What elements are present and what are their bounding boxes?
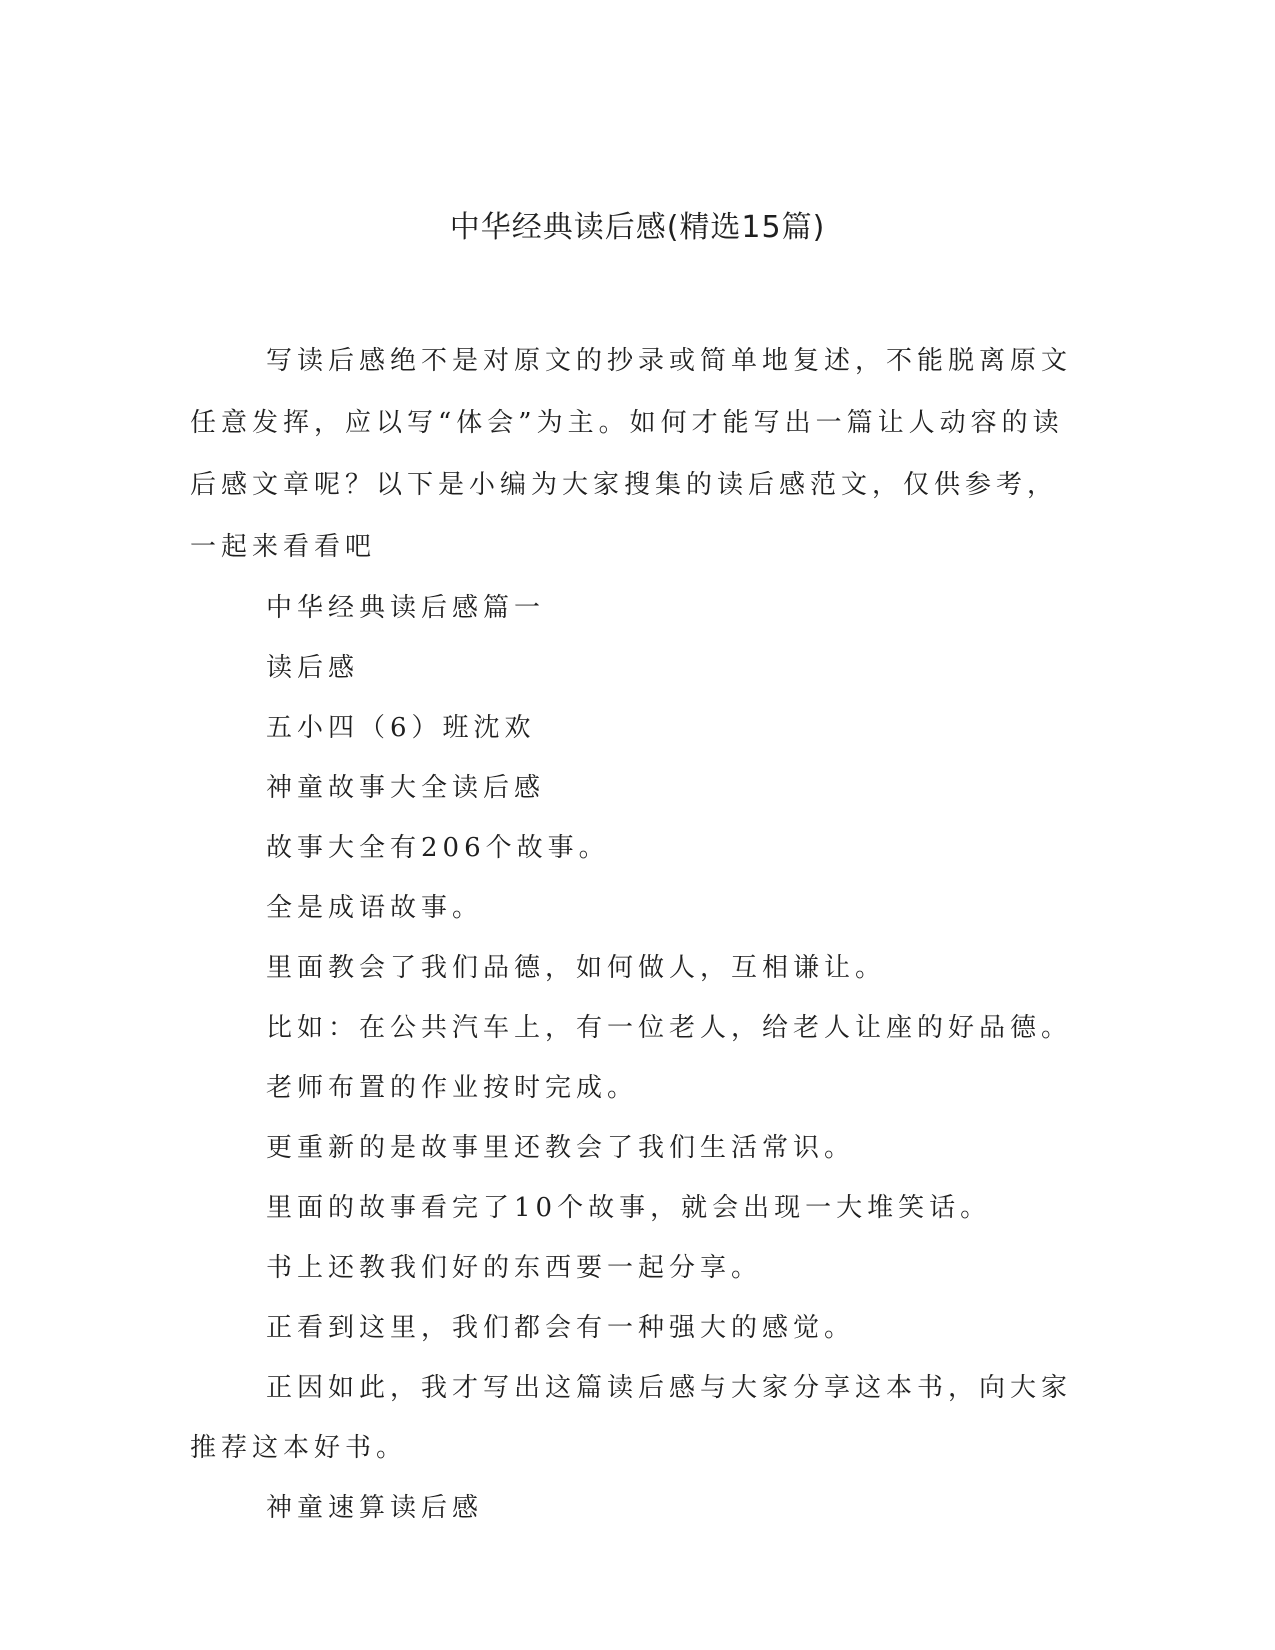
paragraph: 故事大全有206个故事。 <box>266 833 610 863</box>
intro-paragraph: 写读后感绝不是对原文的抄录或简单地复述，不能脱离原文任意发挥，应以写“体会”为主。如何才能写出一篇让人动容的读后感文章呢？以下是小编为大家搜集的读后感范文，仅供参考，一起来看看吧 <box>190 346 1073 562</box>
document-title: 中华经典读后感(精选15篇) <box>449 210 826 245</box>
paragraph: 更重新的是故事里还教会了我们生活常识。 <box>266 1133 856 1163</box>
author-line: 五小四（6）班沈欢 <box>266 713 536 743</box>
paragraph: 正因如此，我才写出这篇读后感与大家分享这本书，向大家推荐这本好书。 <box>190 1373 1073 1463</box>
paragraph: 比如：在公共汽车上，有一位老人，给老人让座的好品德。 <box>266 1013 1073 1043</box>
paragraph: 书上还教我们好的东西要一起分享。 <box>266 1253 763 1283</box>
section-heading: 中华经典读后感篇一 <box>266 593 546 623</box>
paragraph: 里面教会了我们品德，如何做人，互相谦让。 <box>266 953 887 983</box>
paragraph: 老师布置的作业按时完成。 <box>266 1073 639 1103</box>
paragraph: 正看到这里，我们都会有一种强大的感觉。 <box>266 1313 856 1343</box>
paragraph: 神童速算读后感 <box>266 1493 484 1523</box>
paragraph: 里面的故事看完了10个故事，就会出现一大堆笑话。 <box>266 1193 992 1223</box>
paragraph: 神童故事大全读后感 <box>266 773 546 803</box>
paragraph: 读后感 <box>266 653 360 683</box>
paragraph: 全是成语故事。 <box>266 893 484 923</box>
document-body <box>190 330 1085 1538</box>
